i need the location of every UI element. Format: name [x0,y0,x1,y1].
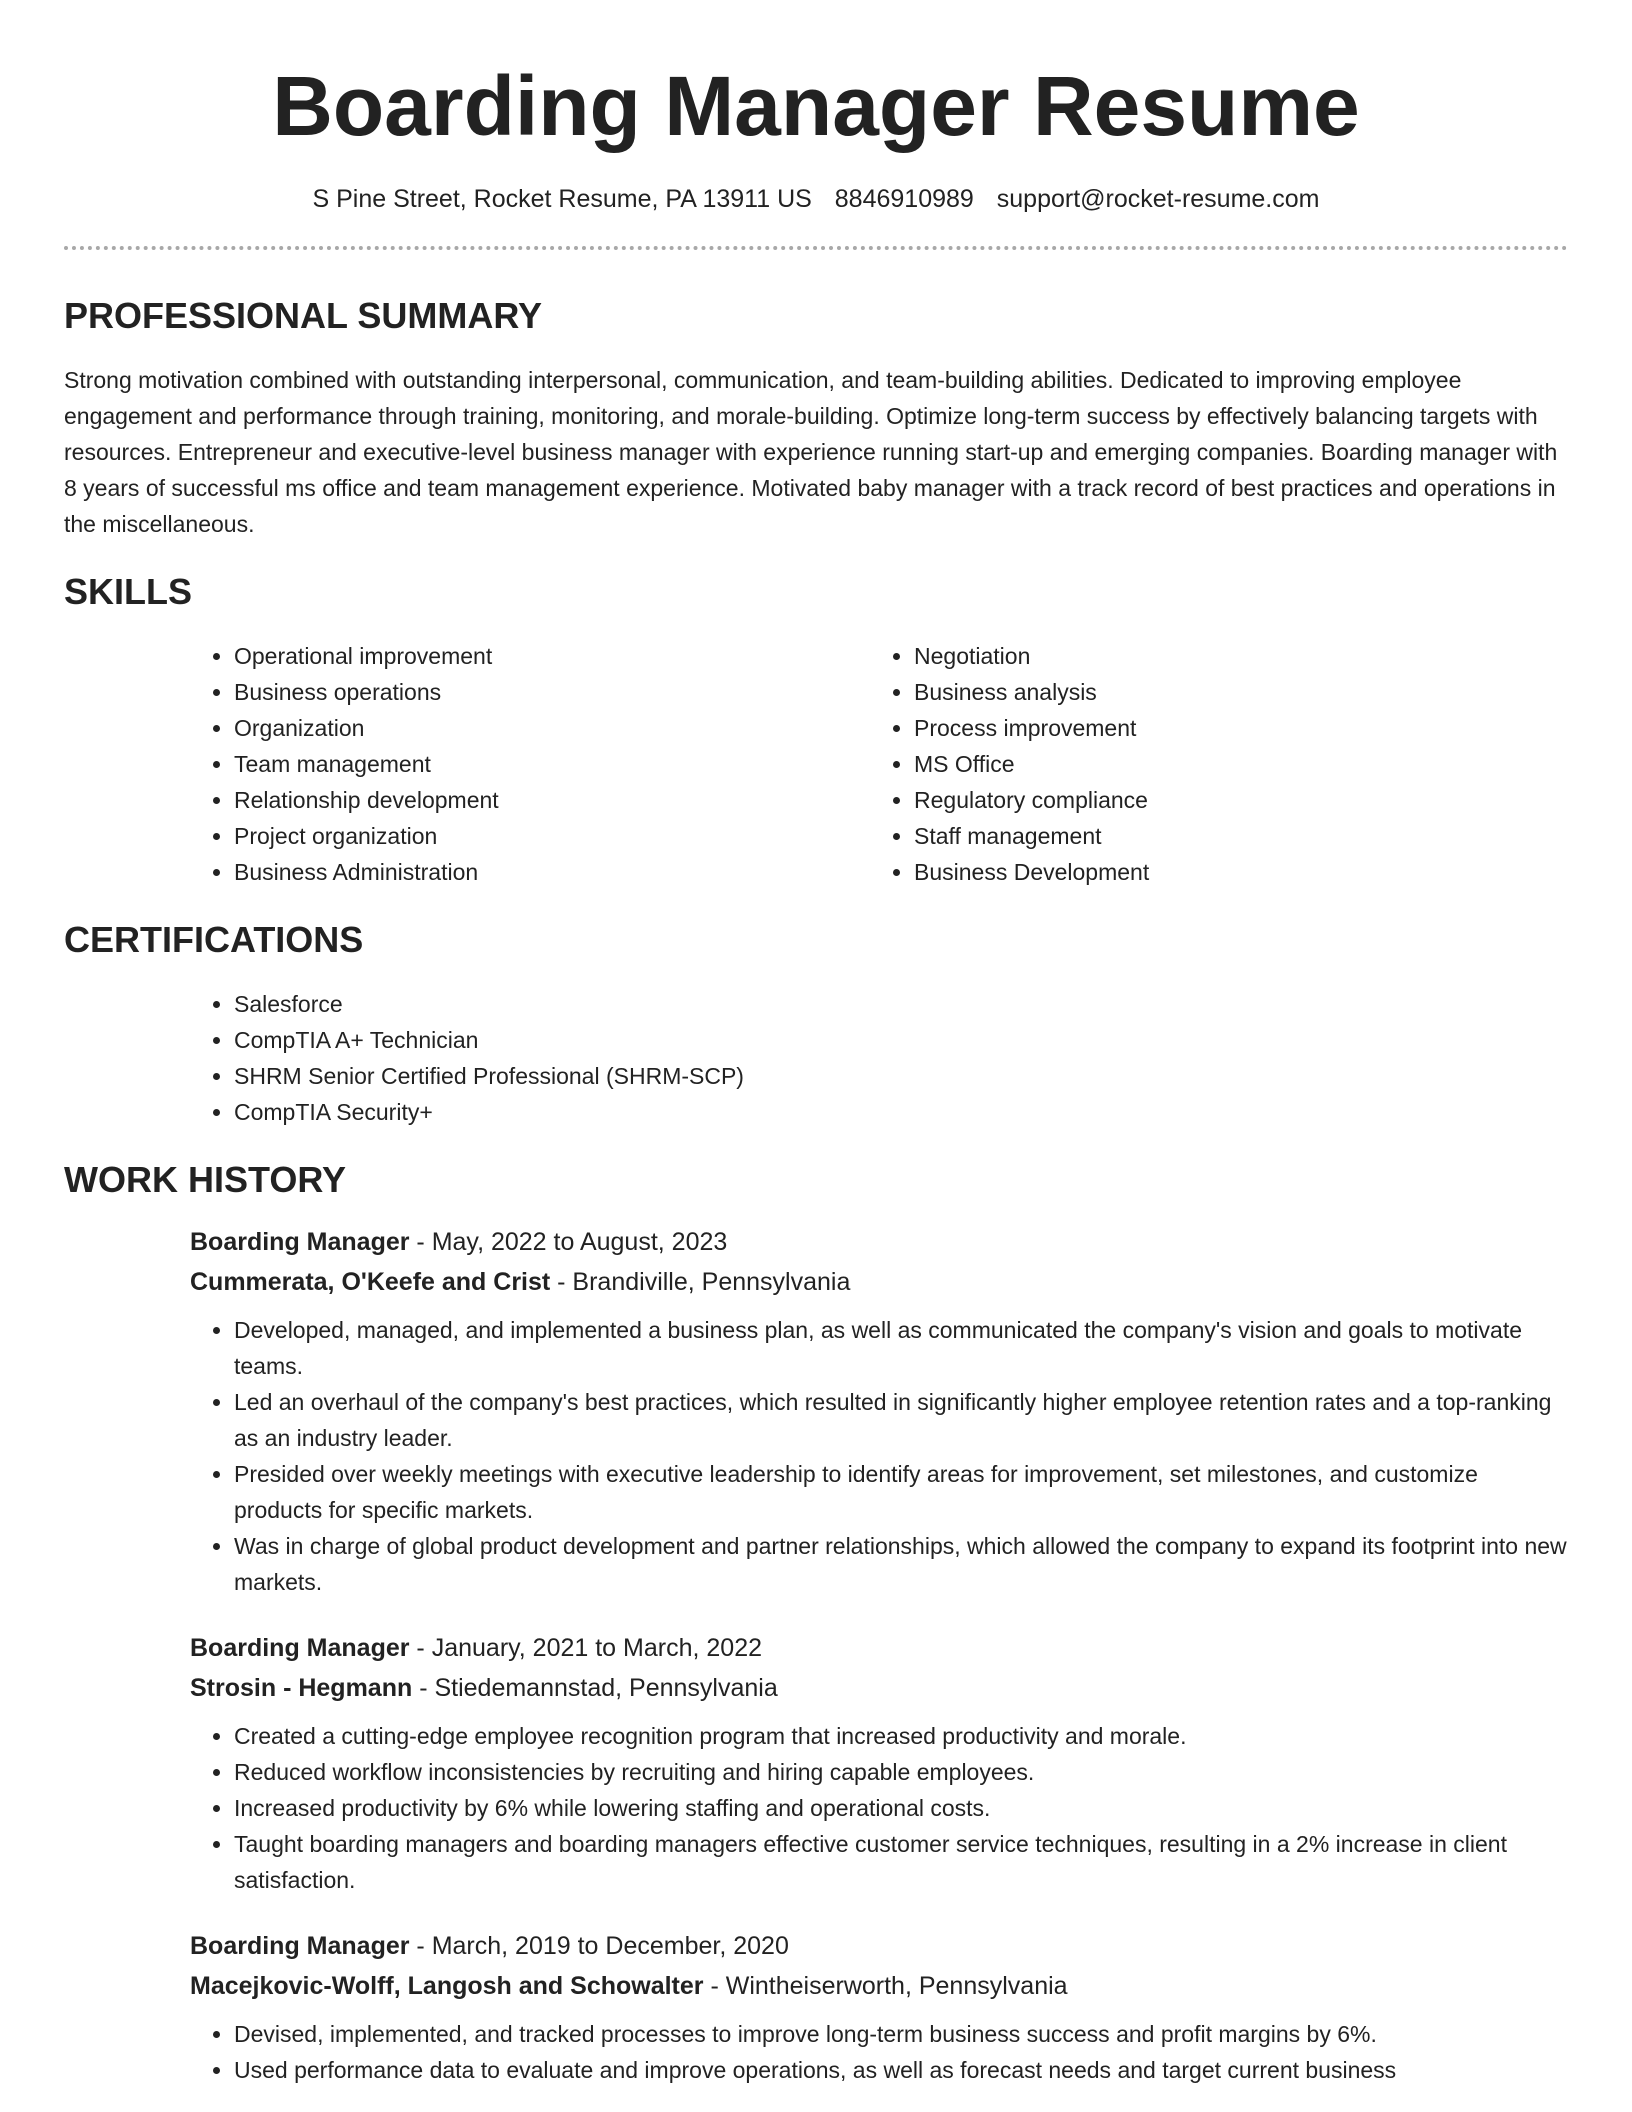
list-item: • Negotiation [914,638,1550,674]
job-dates: - May, 2022 to August, 2023 [409,1228,728,1256]
summary-text: Strong motivation combined with outstanding interpersonal, communication, and team-building abilities. Dedicated to improving employee engagement and performance through training, monitoring, and morale-building. Optimize long-term success by effectively balancing targets with resources. Entrepreneur and executive-level business manager with experience running start-up and emerging companies. Boarding manager with 8 years of successful ms office and team management experience. Motivated baby manager with a track record of best practices and operations in the miscellaneous. [64,367,1558,537]
certifications-section [64,918,1568,1130]
summary-heading: PROFESSIONAL SUMMARY [64,295,543,336]
list-item: • Operational improvement [234,638,870,674]
list-item: • MS Office [914,746,1550,782]
work-history-heading: WORK HISTORY [64,1159,347,1200]
job-bullet-list [190,1718,1568,1898]
skills-list-left [190,638,870,890]
job-title: Boarding Manager [190,1932,410,1960]
job-entry [190,1628,1568,1898]
list-item: • CompTIA A+ Technician [234,1022,1568,1058]
list-item: • Was in charge of global product development and partner relationships, which allowed the company to expand its footprint into new markets. [234,1528,1568,1600]
list-item: • Increased productivity by 6% while lowering staffing and operational costs. [234,1790,1568,1826]
job-bullet-list [190,1312,1568,1600]
job-location: - Wintheiserworth, Pennsylvania [703,1972,1068,2000]
job-company: Macejkovic-Wolff, Langosh and Schowalter [190,1972,704,2000]
list-item: • Business Development [914,854,1550,890]
skills-column-right [870,638,1550,890]
job-title-line [190,1628,1568,1668]
job-entry [190,1926,1568,2088]
job-company-line [190,1966,1568,2006]
job-company: Strosin - Hegmann [190,1674,413,1702]
list-item: • Process improvement [914,710,1550,746]
list-item: • Relationship development [234,782,870,818]
contact-line [0,182,1632,216]
job-title: Boarding Manager [190,1634,410,1662]
list-item: • Project organization [234,818,870,854]
job-company-line [190,1668,1568,1708]
job-dates: - January, 2021 to March, 2022 [409,1634,762,1662]
list-item: • Team management [234,746,870,782]
work-history-section [64,1158,1568,2088]
list-item: • Business Administration [234,854,870,890]
skills-column-left [190,638,870,890]
list-item: • Presided over weekly meetings with executive leadership to identify areas for improvement, set milestones, and customize products for specific markets. [234,1456,1568,1528]
list-item: • Led an overhaul of the company's best practices, which resulted in significantly higher employee retention rates and a top-ranking as an industry leader. [234,1384,1568,1456]
contact-phone: 8846910989 [834,185,974,213]
summary-section [64,294,1568,542]
list-item: • Organization [234,710,870,746]
certifications-body [190,986,1568,1130]
list-item: • Used performance data to evaluate and improve operations, as well as forecast needs and target current business [234,2052,1568,2088]
job-title-line [190,1222,1568,1262]
list-item: • Regulatory compliance [914,782,1550,818]
list-item: • CompTIA Security+ [234,1094,1568,1130]
list-item: • Created a cutting-edge employee recognition program that increased productivity and morale. [234,1718,1568,1754]
resume-title: Boarding Manager Resume [272,59,1360,153]
list-item: • Taught boarding managers and boarding managers effective customer service techniques, resulting in a 2% increase in client satisfaction. [234,1826,1568,1898]
job-location: - Stiedemannstad, Pennsylvania [412,1674,778,1702]
skills-columns [190,638,1568,890]
job-title-line [190,1926,1568,1966]
list-item: • SHRM Senior Certified Professional (SHRM-SCP) [234,1058,1568,1094]
contact-email: support@rocket-resume.com [996,185,1320,213]
job-company: Cummerata, O'Keefe and Crist [190,1268,551,1296]
skills-heading: SKILLS [64,571,193,612]
certifications-list [190,986,1568,1130]
job-company-line [190,1262,1568,1302]
job-entry [190,1222,1568,1600]
list-item: • Staff management [914,818,1550,854]
list-item: • Business analysis [914,674,1550,710]
job-location: - Brandiville, Pennsylvania [550,1268,851,1296]
contact-address: S Pine Street, Rocket Resume, PA 13911 US [312,185,812,213]
list-item: • Salesforce [234,986,1568,1022]
job-bullet-list [190,2016,1568,2088]
list-item: • Devised, implemented, and tracked processes to improve long-term business success and profit margins by 6%. [234,2016,1568,2052]
job-dates: - March, 2019 to December, 2020 [409,1932,789,1960]
header-divider [64,246,1568,250]
job-title: Boarding Manager [190,1228,410,1256]
list-item: • Developed, managed, and implemented a business plan, as well as communicated the company's vision and goals to motivate teams. [234,1312,1568,1384]
skills-list-right [870,638,1550,890]
skills-section [64,570,1568,890]
list-item: • Business operations [234,674,870,710]
list-item: • Reduced workflow inconsistencies by recruiting and hiring capable employees. [234,1754,1568,1790]
certifications-heading: CERTIFICATIONS [64,919,364,960]
